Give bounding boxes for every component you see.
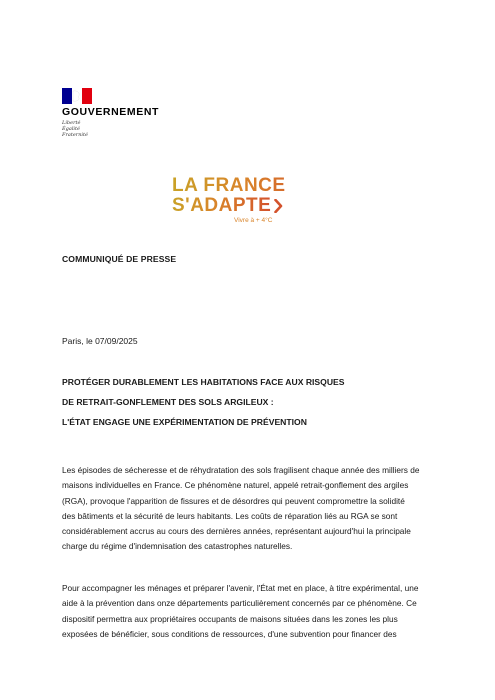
paragraph-line: Pour accompagner les ménages et préparer l'avenir, l'État met en place, à titre expérimental, une (62, 583, 419, 593)
document-type: COMMUNIQUÉ DE PRESSE (62, 254, 177, 264)
chevron-right-icon (274, 199, 283, 213)
headline-line: L'ÉTAT ENGAGE UNE EXPÉRIMENTATION DE PRÉVENTION (62, 417, 307, 427)
paragraph-line: exposées de bénéficier, sous conditions de ressources, d'une subvention pour financer des (62, 628, 397, 639)
headline-line: DE RETRAIT-GONFLEMENT DES SOLS ARGILEUX : (62, 397, 274, 407)
body-paragraph-1 (62, 465, 447, 557)
marianne-flag-icon (62, 88, 92, 104)
brand-line-2: S'ADAPTE (172, 195, 272, 216)
motto-egalite: Égalité (62, 126, 80, 132)
motto-fraternite: Fraternité (62, 132, 88, 138)
paragraph-line: des bâtiments et la sécurité de leurs habitants. Les coûts de réparation liés au RGA se sont (62, 510, 398, 521)
body-paragraph-2 (62, 583, 447, 644)
paragraph-line: Les épisodes de sécheresse et de réhydratation des sols fragilisent chaque année des milliers de (62, 465, 420, 475)
brand-tagline: Vivre à + 4°C (234, 217, 273, 224)
headline-line: PROTÉGER DURABLEMENT LES HABITATIONS FACE AUX RISQUES (62, 377, 345, 387)
government-logo (62, 88, 182, 138)
paragraph-line: aide à la prévention dans onze départements particulièrement concernés par ce phénomène. Ce (62, 598, 417, 609)
government-name: GOUVERNEMENT (62, 106, 160, 118)
press-release-headline (62, 377, 442, 437)
motto-liberte: Liberté (62, 120, 81, 126)
brand-line-2-row (172, 196, 332, 216)
paragraph-line: charge du régime d'indemnisation des catastrophes naturelles. (62, 541, 293, 552)
paragraph-line: considérablement accrus au cours des dernières années, représentant aujourd'hui la principale (62, 526, 411, 537)
paragraph-line: dispositif permettra aux propriétaires occupants de maisons situées dans les zones les plus (62, 613, 398, 624)
republic-motto (62, 120, 182, 138)
la-france-s-adapte-logo (172, 176, 332, 224)
dateline: Paris, le 07/09/2025 (62, 336, 138, 346)
brand-line-1: LA FRANCE (172, 176, 332, 196)
paragraph-line: (RGA), provoque l'apparition de fissures et de désordres qui peuvent compromettre la solidité (62, 495, 405, 506)
paragraph-line: maisons individuelles en France. Ce phénomène naturel, appelé retrait-gonflement des argiles (62, 480, 409, 491)
